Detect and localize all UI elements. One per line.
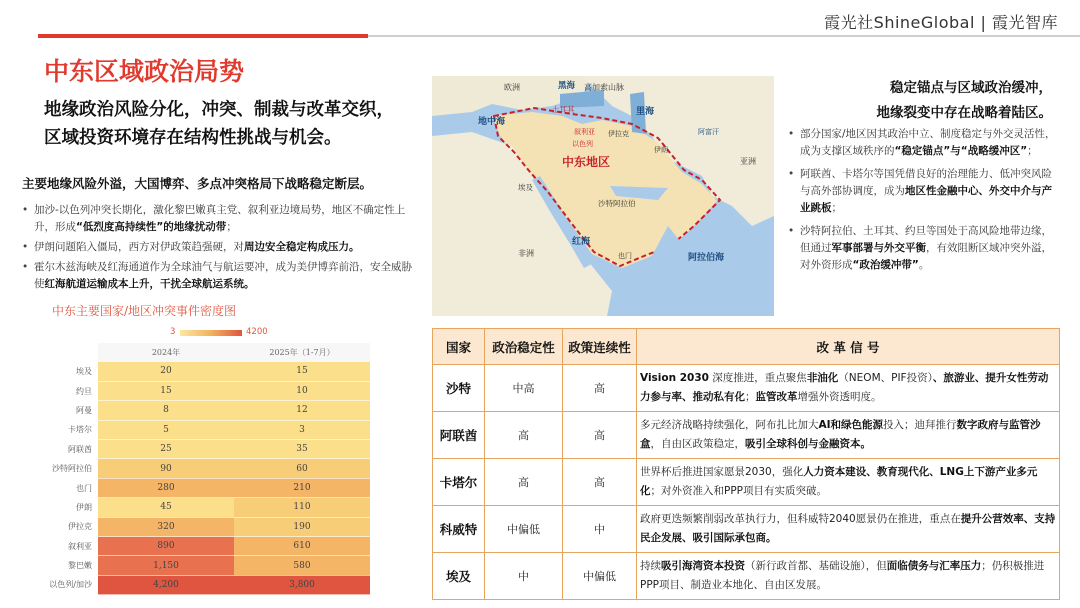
right-section-heading — [877, 76, 1053, 126]
continuity-cell: 高 — [563, 412, 637, 459]
heatmap-title: 中东主要国家/地区冲突事件密度图 — [52, 304, 237, 318]
reform-row — [433, 553, 1060, 600]
text-span: ，有效阻断区域冲突外溢，对外资形成 — [800, 242, 1052, 271]
signal-text: 增强外资透明度。 — [797, 391, 882, 403]
heatmap-cell-2024: 1,150 — [98, 556, 234, 575]
heatmap-row — [30, 537, 370, 556]
heatmap-row — [30, 478, 370, 497]
legend-gradient-bar — [180, 330, 242, 336]
map-label-black-sea: 黑海 — [558, 80, 576, 90]
text-span: 加沙-以色列冲突长期化，激化黎巴嫩真主党、叙利亚边境局势，地区不确定性上升，形成 — [34, 204, 406, 233]
signal-highlight: 数字政府与监管沙盒 — [640, 419, 1041, 450]
heatmap-row — [30, 556, 370, 575]
map-label-red-sea: 红海 — [572, 236, 591, 246]
signal-text: 政府更迭频繁削弱改革执行力，但科威特2040愿景仍在推进，重点在 — [640, 513, 961, 525]
legend-max-label: 4200 — [246, 327, 268, 337]
subtitle-line-1: 地缘政治风险分化，冲突、制裁与改革交织， — [44, 100, 394, 120]
continuity-cell: 中 — [563, 506, 637, 553]
heatmap-row-label: 阿曼 — [30, 401, 98, 420]
map-label-syria: 叙利亚 — [574, 129, 595, 136]
signal-cell — [637, 412, 1060, 459]
heatmap-cell-2024: 15 — [98, 381, 234, 400]
signal-text: 持续 — [640, 560, 661, 572]
heatmap-row-label: 卡塔尔 — [30, 420, 98, 439]
map-label-asia: 亚洲 — [740, 157, 756, 166]
header-signal: 改 革 信 号 — [637, 329, 1060, 365]
heatmap-header-row — [30, 343, 370, 362]
signal-text: ；对外资准入和PPP项目有实质突破。 — [650, 485, 827, 497]
heatmap-col-2024: 2024年 — [98, 343, 234, 362]
heatmap-row-label: 伊朗 — [30, 498, 98, 517]
heatmap-cell-2024: 20 — [98, 362, 234, 381]
heatmap-row-label: 埃及 — [30, 362, 98, 381]
text-span: 。 — [918, 259, 930, 271]
map-label-egypt: 埃及 — [518, 183, 533, 192]
header-accent-bar — [38, 34, 368, 38]
map-label-arabian-sea: 阿拉伯海 — [688, 252, 725, 262]
map-label-yemen: 也门 — [618, 253, 632, 260]
left-bullet-list — [22, 202, 420, 296]
heatmap-cell-2025: 210 — [234, 478, 370, 497]
heatmap-row — [30, 362, 370, 381]
signal-highlight: 面临债务与汇率压力 — [886, 560, 982, 572]
stability-cell: 中高 — [485, 365, 563, 412]
reform-signal-table — [432, 328, 1060, 600]
right-bullet-1 — [788, 126, 1060, 160]
heatmap-cell-2024: 5 — [98, 420, 234, 439]
heatmap-row — [30, 575, 370, 594]
heatmap-cell-2024: 25 — [98, 440, 234, 459]
right-heading-line-2: 地缘裂变中存在战略着陆区。 — [876, 105, 1052, 121]
left-section-heading: 主要地缘风险外溢，大国博弈、多点冲突格局下战略稳定断层。 — [22, 176, 373, 191]
heatmap-cell-2025: 10 — [234, 381, 370, 400]
heatmap-cell-2025: 35 — [234, 440, 370, 459]
signal-highlight: 非油化 — [806, 372, 839, 384]
highlight-span: “低烈度高持续性”的地缘扰动带 — [76, 221, 227, 233]
signal-cell — [637, 553, 1060, 600]
heatmap-cell-2024: 45 — [98, 498, 234, 517]
right-bullet-list — [788, 126, 1060, 280]
stability-cell: 中偏低 — [485, 506, 563, 553]
signal-text: ； — [745, 391, 756, 403]
continuity-cell: 高 — [563, 459, 637, 506]
reform-row — [433, 412, 1060, 459]
signal-text: 世界杯后推进国家愿景2030，强化 — [640, 466, 804, 478]
continuity-cell: 高 — [563, 365, 637, 412]
signal-text: 多元经济战略持续强化，阿布扎比加大 — [640, 419, 819, 431]
signal-text: 投入；迪拜推行 — [883, 419, 957, 431]
heatmap-row — [30, 498, 370, 517]
heatmap-cell-2024: 280 — [98, 478, 234, 497]
stability-cell: 高 — [485, 412, 563, 459]
heatmap-cell-2024: 90 — [98, 459, 234, 478]
brand-logo-text: 霞光社ShineGlobal | 霞光智库 — [824, 13, 1058, 32]
signal-highlight: 吸引海湾资本投资 — [661, 560, 745, 572]
left-bullet-3 — [22, 259, 420, 293]
heatmap-col-2025: 2025年（1-7月） — [234, 343, 370, 362]
conflict-heatmap — [30, 343, 370, 595]
reform-row — [433, 506, 1060, 553]
text-span: 霍尔木兹海峡及红海通道作为全球油气与航运要冲，成为美伊博弈前沿，安全威胁使 — [34, 261, 412, 290]
reform-table-body — [433, 365, 1060, 600]
signal-highlight: Vision 2030 — [640, 372, 709, 384]
heatmap-cell-2025: 60 — [234, 459, 370, 478]
signal-highlight: 吸引全球科创与金融资本。 — [745, 438, 871, 450]
signal-text: ，自由区政策稳定， — [650, 438, 745, 450]
header-country: 国家 — [433, 329, 485, 365]
heatmap-cell-2025: 3 — [234, 420, 370, 439]
stability-cell: 中 — [485, 553, 563, 600]
country-cell: 卡塔尔 — [433, 459, 485, 506]
heatmap-row-label: 黎巴嫩 — [30, 556, 98, 575]
heatmap-cell-2025: 3,800 — [234, 575, 370, 594]
signal-text: ；仍积极推进PPP项目、制造业本地化、自由区发展。 — [640, 560, 1045, 591]
heatmap-row — [30, 381, 370, 400]
heatmap-row-label: 约旦 — [30, 381, 98, 400]
middle-east-map — [432, 76, 774, 316]
signal-text: 深度推进，重点聚焦 — [708, 372, 807, 384]
page-title: 中东区域政治局势 — [44, 57, 245, 86]
heatmap-row-label: 叙利亚 — [30, 537, 98, 556]
heatmap-row — [30, 517, 370, 536]
signal-highlight: 提升公营效率、支持民企发展、吸引国际承包商。 — [640, 513, 1056, 544]
heatmap-row-label: 伊拉克 — [30, 517, 98, 536]
heatmap-row — [30, 440, 370, 459]
reform-header-row — [433, 329, 1060, 365]
signal-highlight: 监管改革 — [755, 391, 798, 403]
highlight-span: “政治缓冲带” — [852, 259, 919, 271]
highlight-span: 军事部署与外交平衡 — [831, 242, 926, 254]
right-bullet-2 — [788, 166, 1060, 217]
map-svg — [432, 76, 774, 316]
map-label-caucasus: 高加索山脉 — [584, 83, 624, 92]
signal-cell — [637, 459, 1060, 506]
heatmap-cell-2025: 610 — [234, 537, 370, 556]
heatmap-cell-2024: 4,200 — [98, 575, 234, 594]
heatmap-row-label: 也门 — [30, 478, 98, 497]
heatmap-cell-2024: 8 — [98, 401, 234, 420]
map-label-saudi: 沙特阿拉伯 — [598, 199, 636, 208]
map-label-africa: 非洲 — [518, 249, 534, 258]
text-span: 阿联酋、卡塔尔等国凭借良好的治理能力、低冲突风险与高外部协调度，成为 — [800, 168, 1052, 197]
continuity-cell: 中偏低 — [563, 553, 637, 600]
heatmap-row — [30, 459, 370, 478]
heatmap-cell-2025: 580 — [234, 556, 370, 575]
heatmap-row-label: 阿联酋 — [30, 440, 98, 459]
heatmap-row-label: 以色列/加沙 — [30, 575, 98, 594]
country-cell: 阿联酋 — [433, 412, 485, 459]
signal-cell — [637, 506, 1060, 553]
signal-highlight: AI和绿色能源 — [818, 419, 884, 431]
map-label-afghanistan: 阿富汗 — [698, 129, 719, 136]
country-cell: 科威特 — [433, 506, 485, 553]
signal-cell — [637, 365, 1060, 412]
map-label-iraq: 伊拉克 — [608, 131, 629, 138]
map-label-middle-east: 中东地区 — [562, 155, 611, 169]
heatmap-cell-2025: 190 — [234, 517, 370, 536]
map-label-caspian: 里海 — [636, 106, 655, 116]
signal-highlight: 、旅游业、提升女性劳动力参与率、推动私有化 — [640, 372, 1049, 403]
left-bullet-2 — [22, 239, 420, 256]
heatmap-row-label: 沙特阿拉伯 — [30, 459, 98, 478]
highlight-span: “稳定锚点”与“战略缓冲区” — [894, 145, 1028, 157]
heatmap-row — [30, 401, 370, 420]
page-subtitle — [44, 96, 436, 152]
highlight-span: 周边安全稳定构成压力。 — [244, 241, 360, 253]
text-span: 伊朗问题陷入僵局，西方对伊政策趋强硬，对 — [34, 241, 244, 253]
signal-text: （新行政首都、基础设施），但 — [745, 560, 887, 572]
text-span: ； — [226, 221, 237, 233]
signal-highlight: 人力资本建设、教育现代化、LNG上下游产业多元化 — [640, 466, 1038, 497]
map-label-iran: 伊朗 — [654, 147, 668, 154]
heatmap-row — [30, 420, 370, 439]
heatmap-cell-2025: 12 — [234, 401, 370, 420]
reform-row — [433, 365, 1060, 412]
country-cell: 沙特 — [433, 365, 485, 412]
heatmap-corner — [30, 343, 98, 362]
header-stability: 政治稳定性 — [485, 329, 563, 365]
right-heading-line-1: 稳定锚点与区域政治缓冲， — [890, 80, 1052, 96]
stability-cell: 高 — [485, 459, 563, 506]
text-span: 部分国家/地区因其政治中立、制度稳定与外交灵活性，成为支撑区域秩序的 — [800, 128, 1056, 157]
country-cell: 埃及 — [433, 553, 485, 600]
map-label-mediterranean: 地中海 — [478, 116, 506, 126]
subtitle-line-2: 区域投资环境存在结构性挑战与机会。 — [44, 128, 342, 148]
highlight-span: 红海航道运输成本上升，干扰全球航运系统。 — [44, 278, 255, 290]
heatmap-legend — [170, 328, 410, 338]
reform-row — [433, 459, 1060, 506]
heatmap-body — [30, 362, 370, 595]
heatmap-cell-2025: 15 — [234, 362, 370, 381]
text-span: ； — [1027, 145, 1038, 157]
signal-text: （NEOM、PIF投资） — [838, 372, 933, 384]
map-label-turkey: 土耳其 — [552, 105, 575, 114]
heatmap-cell-2024: 890 — [98, 537, 234, 556]
map-label-europe: 欧洲 — [504, 83, 520, 92]
text-span: 沙特阿拉伯、土耳其、约旦等国处于高风险地带边缘，但通过 — [800, 225, 1052, 254]
legend-min-label: 3 — [170, 327, 176, 337]
highlight-span: 地区性金融中心、外交中介与产业跳板 — [800, 185, 1052, 214]
text-span: ； — [831, 202, 842, 214]
left-bullet-1 — [22, 202, 420, 236]
map-label-israel: 以色列 — [572, 141, 593, 148]
heatmap-cell-2024: 320 — [98, 517, 234, 536]
header-continuity: 政策连续性 — [563, 329, 637, 365]
heatmap-cell-2025: 110 — [234, 498, 370, 517]
right-bullet-3 — [788, 223, 1060, 274]
